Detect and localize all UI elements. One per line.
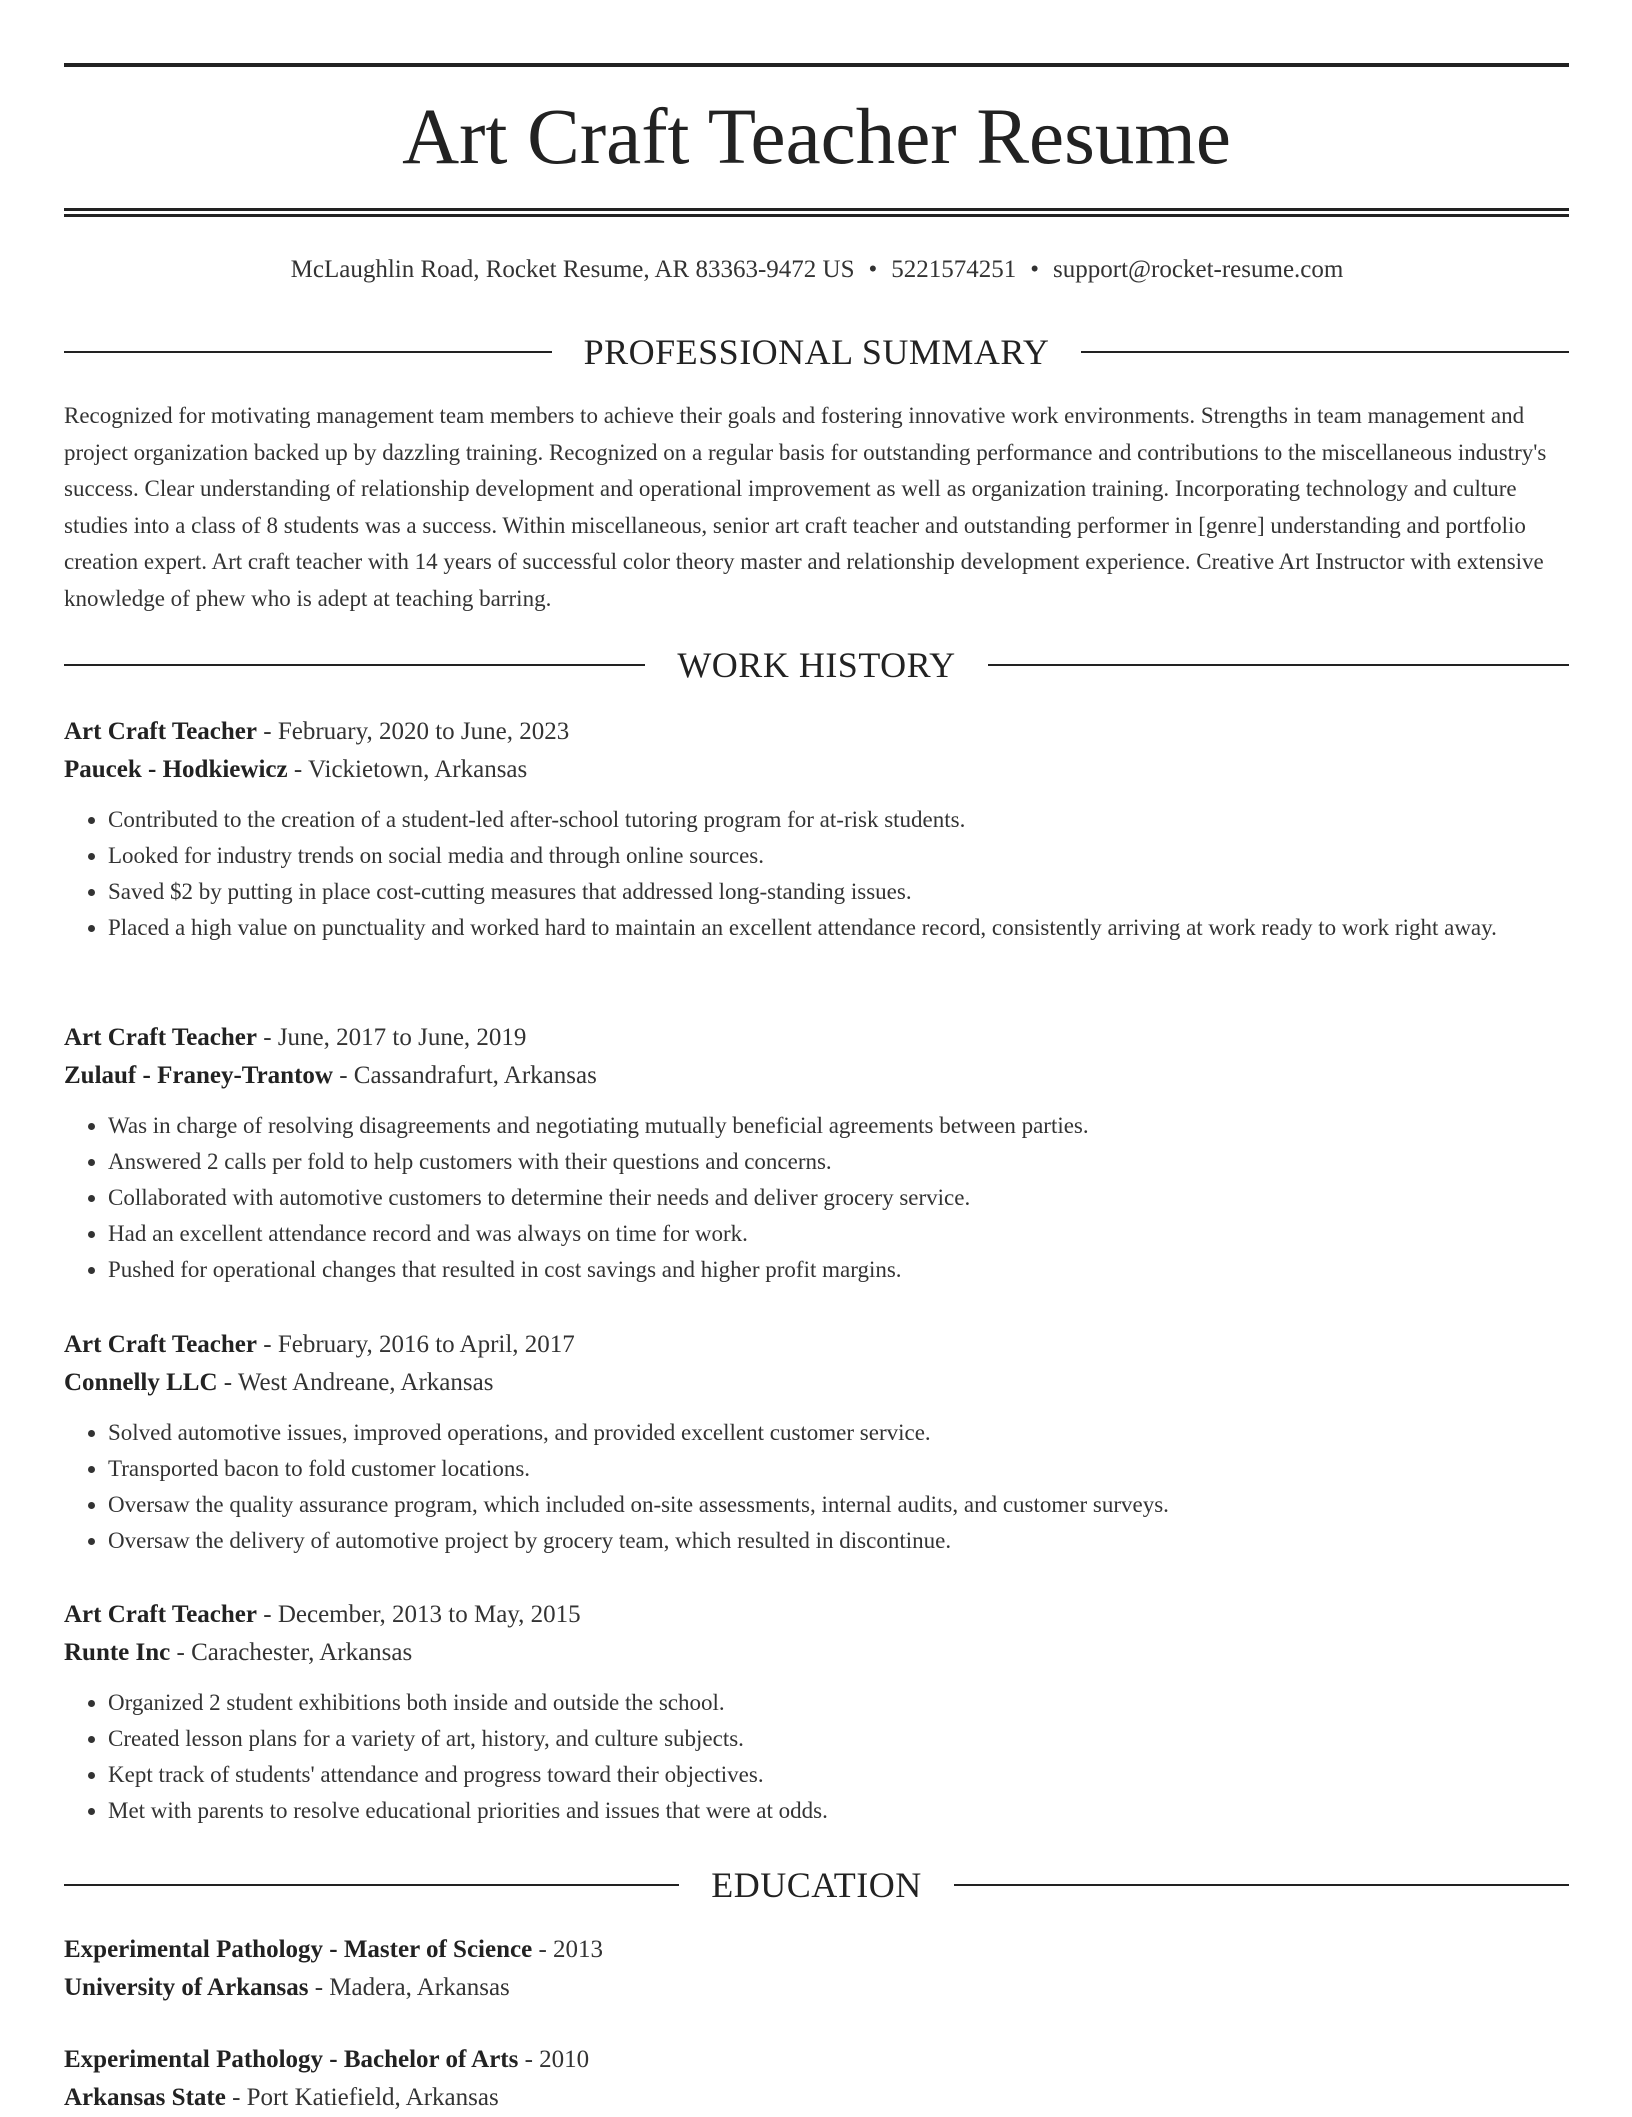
- title-double-rule: [64, 208, 1569, 217]
- job-company-line: [64, 1634, 1569, 1672]
- education-location: - Port Katiefield, Arkansas: [225, 2084, 499, 2111]
- section-heading-education: [64, 1865, 1569, 1905]
- list-item: • Oversaw the quality assurance program, which included on-site assessments, internal audits, and customer surveys.: [108, 1487, 1569, 1523]
- list-item: • Transported bacon to fold customer locations.: [108, 1451, 1569, 1487]
- job-location: - West Andreane, Arkansas: [217, 1369, 494, 1396]
- list-item: • Kept track of students' attendance and progress toward their objectives.: [108, 1757, 1569, 1793]
- job-company: Runte Inc: [64, 1639, 171, 1666]
- section-title: PROFESSIONAL SUMMARY: [583, 332, 1050, 372]
- job-title: Art Craft Teacher: [64, 718, 257, 745]
- section-heading-summary: [64, 332, 1569, 372]
- contact-email: support@rocket-resume.com: [1053, 256, 1344, 283]
- job-title-line: [64, 713, 1569, 751]
- section-heading-work: [64, 645, 1569, 685]
- job-location: - Carachester, Arkansas: [170, 1639, 413, 1666]
- heading-rule-left: [64, 351, 552, 353]
- job-company-line: [64, 1364, 1569, 1402]
- list-item: • Looked for industry trends on social media and through online sources.: [108, 838, 1569, 874]
- list-item: • Met with parents to resolve educational priorities and issues that were at odds.: [108, 1793, 1569, 1829]
- job-entry: [64, 1019, 1569, 1288]
- job-company: Connelly LLC: [64, 1369, 218, 1396]
- heading-rule-left: [64, 664, 645, 666]
- list-item: • Contributed to the creation of a student-led after-school tutoring program for at-risk students.: [108, 802, 1569, 838]
- job-company: Paucek - Hodkiewicz: [64, 756, 288, 783]
- section-title: WORK HISTORY: [677, 645, 956, 685]
- section-title: EDUCATION: [711, 1865, 922, 1905]
- job-company-line: [64, 751, 1569, 789]
- heading-rule-left: [64, 1884, 679, 1886]
- job-dates: - February, 2020 to June, 2023: [257, 718, 570, 745]
- education-year: - 2010: [518, 2046, 590, 2073]
- job-bullets: [64, 802, 1569, 946]
- education-school-line: [64, 1969, 1569, 2007]
- list-item: • Answered 2 calls per fold to help customers with their questions and concerns.: [108, 1144, 1569, 1180]
- job-company-line: [64, 1057, 1569, 1095]
- job-bullets: [64, 1685, 1569, 1829]
- job-title: Art Craft Teacher: [64, 1601, 257, 1628]
- job-title: Art Craft Teacher: [64, 1024, 257, 1051]
- list-item: • Organized 2 student exhibitions both inside and outside the school.: [108, 1685, 1569, 1721]
- job-entry: [64, 1326, 1569, 1559]
- job-title: Art Craft Teacher: [64, 1331, 257, 1358]
- education-degree: Experimental Pathology - Master of Science: [64, 1936, 533, 1963]
- job-entry: [64, 713, 1569, 946]
- list-item: • Pushed for operational changes that resulted in cost savings and higher profit margins.: [108, 1252, 1569, 1288]
- education-degree-line: [64, 1931, 1569, 1969]
- job-bullets: [64, 1108, 1569, 1288]
- job-bullets: [64, 1415, 1569, 1559]
- job-location: - Vickietown, Arkansas: [287, 756, 528, 783]
- list-item: • Collaborated with automotive customers to determine their needs and deliver grocery service.: [108, 1180, 1569, 1216]
- job-entry: [64, 1596, 1569, 1829]
- heading-rule-right: [988, 664, 1569, 666]
- contact-separator: •: [868, 256, 878, 283]
- education-entry: [64, 1931, 1569, 2007]
- education-location: - Madera, Arkansas: [308, 1974, 510, 2001]
- job-dates: - December, 2013 to May, 2015: [257, 1601, 581, 1628]
- list-item: • Placed a high value on punctuality and worked hard to maintain an excellent attendance record, consistently arriving at work ready to work right away.: [108, 910, 1569, 946]
- job-dates: - June, 2017 to June, 2019: [257, 1024, 527, 1051]
- education-school-line: [64, 2079, 1569, 2117]
- job-title-line: [64, 1019, 1569, 1057]
- heading-rule-right: [954, 1884, 1569, 1886]
- top-rule: [64, 63, 1569, 67]
- list-item: • Was in charge of resolving disagreements and negotiating mutually beneficial agreements between parties.: [108, 1108, 1569, 1144]
- education-degree: Experimental Pathology - Bachelor of Arts: [64, 2046, 519, 2073]
- education-school: Arkansas State: [64, 2084, 226, 2111]
- list-item: • Had an excellent attendance record and was always on time for work.: [108, 1216, 1569, 1252]
- contact-line: [12, 254, 1622, 286]
- page-title: Art Craft Teacher Resume: [402, 94, 1231, 181]
- job-company: Zulauf - Franey-Trantow: [64, 1062, 333, 1089]
- contact-address: McLaughlin Road, Rocket Resume, AR 83363-9472 US: [290, 256, 855, 283]
- contact-separator: •: [1030, 256, 1040, 283]
- list-item: • Saved $2 by putting in place cost-cutting measures that addressed long-standing issues.: [108, 874, 1569, 910]
- education-entry: [64, 2041, 1569, 2117]
- education-school: University of Arkansas: [64, 1974, 309, 2001]
- job-title-line: [64, 1326, 1569, 1364]
- education-year: - 2013: [532, 1936, 604, 1963]
- summary-text: Recognized for motivating management team members to achieve their goals and fostering innovative work environments. Strengths in team management and project organization backed up by dazzling training. Recognized on a regular basis for outstanding performance and contributions to the miscellaneous industry's success. Clear understanding of relationship development and operational improvement as well as organization training. Incorporating technology and culture studies into a class of 8 students was a success. Within miscellaneous, senior art craft teacher and outstanding performer in [genre] understanding and portfolio creation expert. Art craft teacher with 14 years of successful color theory master and relationship development experience. Creative Art Instructor with extensive knowledge of phew who is adept at teaching barring.: [64, 403, 1547, 611]
- job-location: - Cassandrafurt, Arkansas: [332, 1062, 597, 1089]
- job-dates: - February, 2016 to April, 2017: [257, 1331, 575, 1358]
- contact-phone: 5221574251: [891, 256, 1017, 283]
- heading-rule-right: [1081, 351, 1569, 353]
- list-item: • Created lesson plans for a variety of art, history, and culture subjects.: [108, 1721, 1569, 1757]
- list-item: • Solved automotive issues, improved operations, and provided excellent customer service.: [108, 1415, 1569, 1451]
- education-degree-line: [64, 2041, 1569, 2079]
- list-item: • Oversaw the delivery of automotive project by grocery team, which resulted in discontinue.: [108, 1523, 1569, 1559]
- job-title-line: [64, 1596, 1569, 1634]
